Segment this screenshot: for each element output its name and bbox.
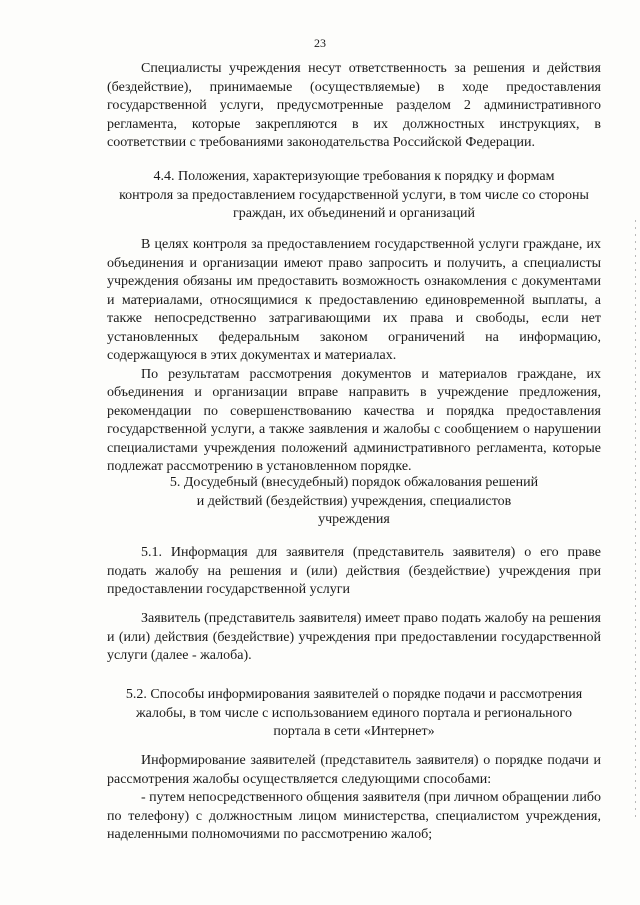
section-5-2-heading-text: 5.2. Способы информирования заявителей о порядке подачи и рассмотрения жалобы, в том числе с использованием единого портала и регионального портала в сети «Интернет» [125, 687, 583, 739]
section-4-4-body [107, 236, 601, 477]
section-4-4-paragraph-1: В целях контроля за предоставлением государственной услуги граждане, их объединения и организации имеют право запросить и получить, а специалисты учреждения обязаны им предоставить возможность ознакомления с документами и материалами, относящимися к предоставлению единовременной выплаты, а также непосредственно затрагивающими их права и свободы, если нет установленных федеральным законом ограничений на информацию, содержащуюся в этих документах и материалах. [107, 237, 601, 363]
section-5-heading-line-1: 5. Досудебный (внесудебный) порядок обжалования решений [169, 475, 539, 490]
intro-paragraph: Специалисты учреждения несут ответственность за решения и действия (бездействие), принимаемые (осуществляемые) в ходе предоставления государственной услуги, предусмотренные разделом 2 административного регламента, которые закрепляются в их должностных инструкциях, в соответствии с требованиями законодательства Российской Федерации. [107, 61, 601, 150]
section-5-2-paragraph-1: Информирование заявителей (представитель заявителя) о порядке подачи и рассмотрения жалобы осуществляется следующими способами: [107, 753, 601, 787]
section-5-1-title-paragraph: 5.1. Информация для заявителя (представитель заявителя) о его праве подать жалобу на решения и (или) действия (бездействие) учреждения при предоставлении государственной услуги [107, 545, 601, 597]
section-5-2-body [107, 752, 601, 845]
section-5-heading-line-3: учреждения [318, 512, 390, 527]
section-4-4-heading-line-2: контроля за предоставлением государственной услуги, в том числе со стороны граждан, их объединений и организаций [119, 187, 589, 221]
section-4-4-heading [107, 168, 601, 224]
section-5-1-block [107, 544, 601, 600]
intro-paragraph-block [107, 60, 601, 153]
section-5-1-paragraph: Заявитель (представитель заявителя) имеет право подать жалобу на решения и (или) действия (бездействие) учреждения при предоставлении государственной услуги (далее - жалоба). [107, 611, 601, 663]
section-4-4-heading-line-1: 4.4. Положения, характеризующие требования к порядку и формам [153, 169, 555, 184]
section-4-4-paragraph-2: По результатам рассмотрения документов и материалов граждане, их объединения и организации вправе направить в учреждение предложения, рекомендации по совершенствованию качества и порядка предоставления государственной услуги, а также заявления и жалобы с сообщением о нарушении специалистами учреждения положений административного регламента, которые подлежат рассмотрению в установленном порядке. [107, 366, 601, 474]
section-5-1-body [107, 610, 601, 666]
section-5-2-heading [107, 686, 601, 742]
section-5-heading-line-2: и действий (бездействия) учреждения, специалистов [196, 493, 512, 509]
page-number: 23 [314, 36, 326, 50]
section-5-2-list-item-1: - путем непосредственного общения заявителя (при личном обращении либо по телефону) с должностным лицом министерства, специалистом учреждения, наделенными полномочиями по рассмотрению жалоб; [107, 790, 601, 842]
scan-edge-artifact [635, 220, 636, 820]
section-5-heading [107, 474, 601, 530]
